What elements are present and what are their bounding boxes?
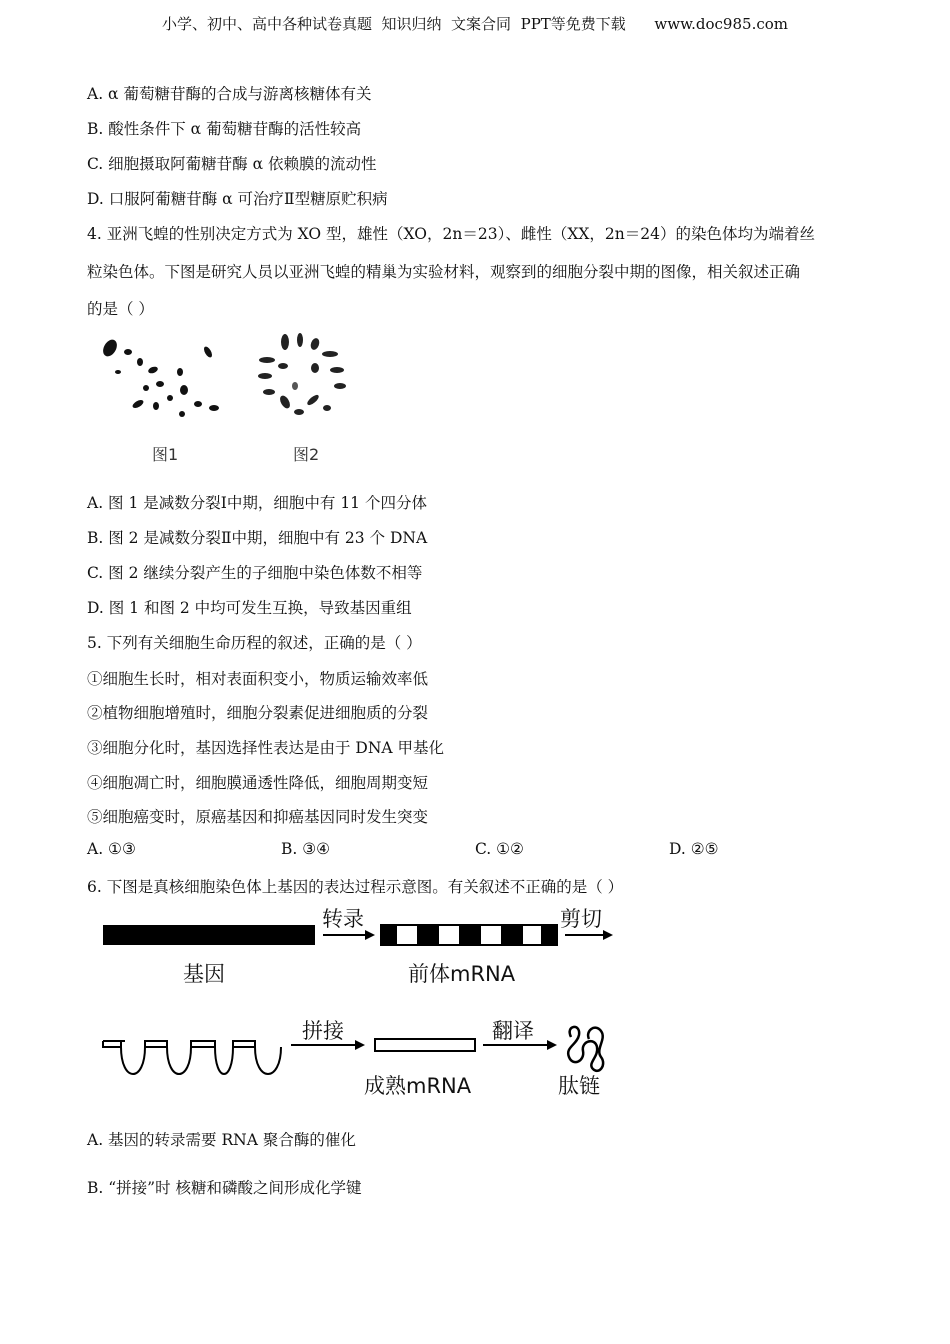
q5-choice-c: C. ①②: [475, 840, 524, 858]
mature-mrna-bar: [375, 1039, 475, 1051]
q3-option-b: B. 酸性条件下 α 葡萄糖苷酶的活性较高: [87, 120, 362, 138]
gene-expression-diagram-row-2: [95, 1015, 615, 1087]
q5-item-3: ③细胞分化时，基因选择性表达是由于 DNA 甲基化: [87, 739, 445, 757]
q5-item-2: ②植物细胞增殖时，细胞分裂素促进细胞质的分裂: [87, 704, 429, 722]
q4-option-b: B. 图 2 是减数分裂Ⅱ中期，细胞中有 23 个 DNA: [87, 529, 428, 547]
pre-mrna-label: 前体mRNA: [408, 962, 516, 986]
q4-option-d: D. 图 1 和图 2 中均可发生互换，导致基因重组: [87, 599, 412, 617]
cut-label: 剪切: [560, 907, 602, 931]
chromosome-figure-2: [255, 330, 350, 422]
figure-1-label: 图1: [152, 445, 179, 464]
q5-choice-a: A. ①③: [87, 840, 136, 858]
gene-bar: [103, 925, 315, 945]
q3-option-c: C. 细胞摄取阿葡糖苷酶 α 依赖膜的流动性: [87, 155, 377, 173]
q5-item-4: ④细胞凋亡时，细胞膜通透性降低，细胞周期变短: [87, 774, 429, 792]
peptide-label: 肽链: [558, 1074, 600, 1098]
chromosome-figure-1: [98, 332, 228, 422]
page-header: 小学、初中、高中各种试卷真题 知识归纳 文案合同 PPT等免费下载 www.doc985.com: [161, 15, 788, 33]
translation-label: 翻译: [492, 1019, 534, 1043]
mature-mrna-label: 成熟mRNA: [364, 1074, 472, 1098]
peptide-coil: [568, 1027, 603, 1071]
q3-option-d: D. 口服阿葡糖苷酶 α 可治疗Ⅱ型糖原贮积病: [87, 190, 388, 208]
q4-option-a: A. 图 1 是减数分裂Ⅰ中期，细胞中有 11 个四分体: [87, 494, 427, 512]
q5-item-5: ⑤细胞癌变时，原癌基因和抑癌基因同时发生突变: [87, 808, 429, 826]
q6-option-a: A. 基因的转录需要 RNA 聚合酶的催化: [87, 1131, 356, 1149]
q4-stem-line-3: 的是（ ）: [87, 300, 154, 318]
spliced-loops: [103, 1041, 281, 1074]
splice-label: 拼接: [302, 1019, 344, 1043]
q3-option-a: A. α 葡萄糖苷酶的合成与游离核糖体有关: [87, 85, 372, 103]
q5-choice-d: D. ②⑤: [669, 840, 719, 858]
q5-item-1: ①细胞生长时，相对表面积变小，物质运输效率低: [87, 670, 429, 688]
q4-stem-line-2: 粒染色体。下图是研究人员以亚洲飞蝗的精巢为实验材料，观察到的细胞分裂中期的图像，相关叙述正确: [87, 263, 801, 281]
figure-2-label: 图2: [293, 445, 320, 464]
pre-mrna-bar: [381, 925, 557, 945]
gene-label: 基因: [183, 962, 225, 986]
q4-stem-line-1: 4. 亚洲飞蝗的性别决定方式为 XO 型，雄性（XO，2n＝23）、雌性（XX，2n＝24）的染色体均为端着丝: [87, 225, 815, 243]
q5-stem: 5. 下列有关细胞生命历程的叙述，正确的是（ ）: [87, 634, 422, 652]
transcription-label: 转录: [322, 907, 364, 931]
q4-option-c: C. 图 2 继续分裂产生的子细胞中染色体数不相等: [87, 564, 423, 582]
q5-choice-b: B. ③④: [281, 840, 331, 858]
q6-stem: 6. 下图是真核细胞染色体上基因的表达过程示意图。有关叙述不正确的是（ ）: [87, 878, 624, 896]
q6-option-b: B. “拼接”时 核糖和磷酸之间形成化学键: [87, 1179, 362, 1197]
